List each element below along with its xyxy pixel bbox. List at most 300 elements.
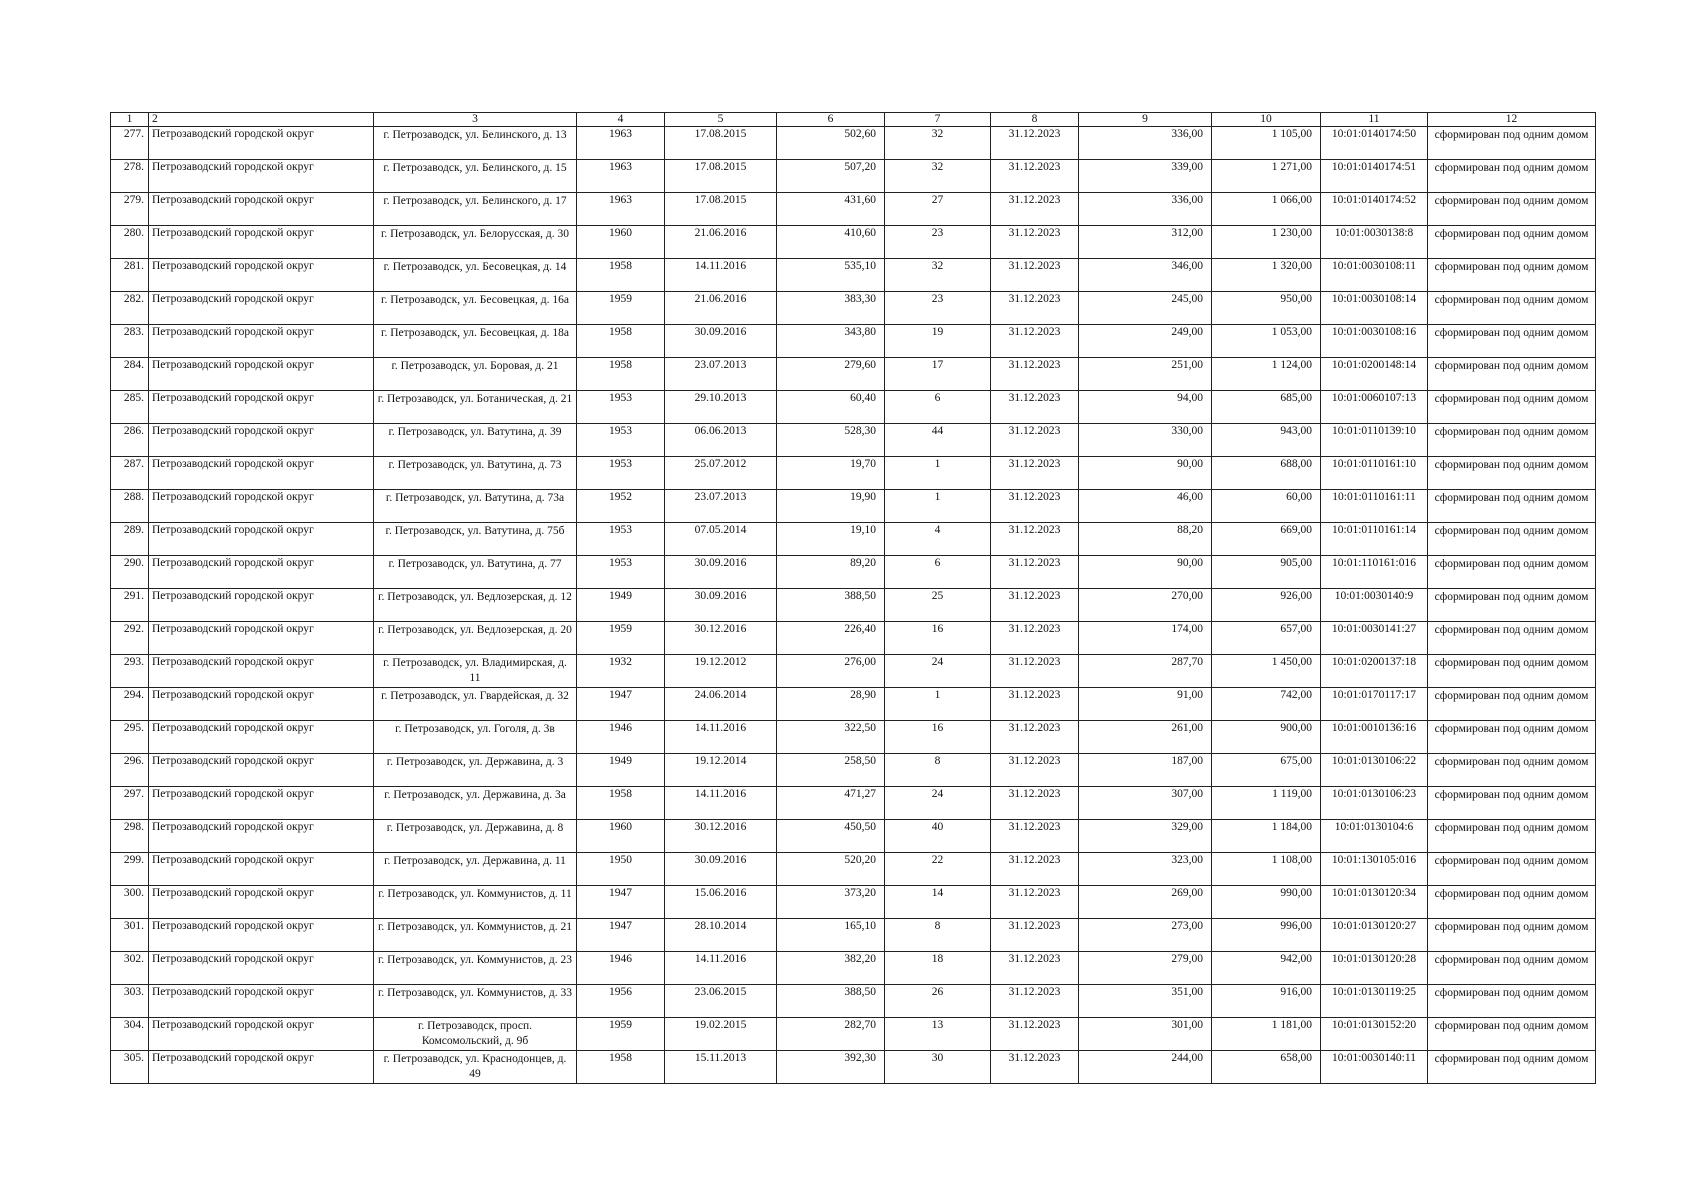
plot-status-cell: сформирован под одним домом bbox=[1428, 127, 1596, 160]
plot-area-cell: 287,70 bbox=[1079, 655, 1212, 688]
row-number-cell: 282. bbox=[111, 292, 149, 325]
residents-cell: 24 bbox=[885, 655, 991, 688]
deadline-cell: 31.12.2023 bbox=[991, 853, 1079, 886]
municipality-cell: Петрозаводский городской округ bbox=[149, 853, 374, 886]
table-row bbox=[111, 655, 1596, 688]
table-row bbox=[111, 490, 1596, 523]
header-cell-1: 1 bbox=[111, 113, 149, 127]
deadline-cell: 31.12.2023 bbox=[991, 457, 1079, 490]
year-built-cell: 1953 bbox=[577, 457, 665, 490]
row-number-cell: 297. bbox=[111, 787, 149, 820]
row-number-cell: 305. bbox=[111, 1051, 149, 1084]
date-cell: 15.11.2013 bbox=[665, 1051, 777, 1084]
area-cell: 19,90 bbox=[777, 490, 885, 523]
land-area-cell: 742,00 bbox=[1212, 688, 1321, 721]
municipality-cell: Петрозаводский городской округ bbox=[149, 985, 374, 1018]
date-cell: 28.10.2014 bbox=[665, 919, 777, 952]
area-cell: 471,27 bbox=[777, 787, 885, 820]
table-row bbox=[111, 820, 1596, 853]
table-body bbox=[111, 127, 1596, 1084]
plot-status-cell: сформирован под одним домом bbox=[1428, 556, 1596, 589]
date-cell: 30.09.2016 bbox=[665, 556, 777, 589]
area-cell: 276,00 bbox=[777, 655, 885, 688]
plot-area-cell: 336,00 bbox=[1079, 127, 1212, 160]
deadline-cell: 31.12.2023 bbox=[991, 193, 1079, 226]
municipality-cell: Петрозаводский городской округ bbox=[149, 688, 374, 721]
residents-cell: 19 bbox=[885, 325, 991, 358]
residents-cell: 1 bbox=[885, 490, 991, 523]
residents-cell: 18 bbox=[885, 952, 991, 985]
cadastral-number-cell: 10:01:0110161:14 bbox=[1321, 523, 1428, 556]
land-area-cell: 688,00 bbox=[1212, 457, 1321, 490]
plot-status-cell: сформирован под одним домом bbox=[1428, 952, 1596, 985]
plot-status-cell: сформирован под одним домом bbox=[1428, 325, 1596, 358]
date-cell: 25.07.2012 bbox=[665, 457, 777, 490]
residents-cell: 6 bbox=[885, 391, 991, 424]
residents-cell: 22 bbox=[885, 853, 991, 886]
deadline-cell: 31.12.2023 bbox=[991, 820, 1079, 853]
cadastral-number-cell: 10:01:0200148:14 bbox=[1321, 358, 1428, 391]
row-number-cell: 277. bbox=[111, 127, 149, 160]
header-row bbox=[111, 113, 1596, 127]
cadastral-number-cell: 10:01:0130106:23 bbox=[1321, 787, 1428, 820]
address-cell: г. Петрозаводск, ул. Ведлозерская, д. 20 bbox=[374, 622, 577, 655]
area-cell: 528,30 bbox=[777, 424, 885, 457]
residents-cell: 26 bbox=[885, 985, 991, 1018]
table-row bbox=[111, 688, 1596, 721]
date-cell: 17.08.2015 bbox=[665, 127, 777, 160]
table-row bbox=[111, 523, 1596, 556]
row-number-cell: 299. bbox=[111, 853, 149, 886]
date-cell: 06.06.2013 bbox=[665, 424, 777, 457]
date-cell: 30.09.2016 bbox=[665, 589, 777, 622]
area-cell: 322,50 bbox=[777, 721, 885, 754]
plot-status-cell: сформирован под одним домом bbox=[1428, 292, 1596, 325]
land-area-cell: 1 066,00 bbox=[1212, 193, 1321, 226]
residents-cell: 14 bbox=[885, 886, 991, 919]
plot-area-cell: 94,00 bbox=[1079, 391, 1212, 424]
plot-area-cell: 346,00 bbox=[1079, 259, 1212, 292]
area-cell: 392,30 bbox=[777, 1051, 885, 1084]
deadline-cell: 31.12.2023 bbox=[991, 886, 1079, 919]
plot-status-cell: сформирован под одним домом bbox=[1428, 490, 1596, 523]
date-cell: 14.11.2016 bbox=[665, 721, 777, 754]
row-number-cell: 283. bbox=[111, 325, 149, 358]
plot-area-cell: 351,00 bbox=[1079, 985, 1212, 1018]
plot-status-cell: сформирован под одним домом bbox=[1428, 358, 1596, 391]
year-built-cell: 1946 bbox=[577, 952, 665, 985]
plot-status-cell: сформирован под одним домом bbox=[1428, 622, 1596, 655]
address-cell: г. Петрозаводск, ул. Ватутина, д. 77 bbox=[374, 556, 577, 589]
cadastral-number-cell: 10:01:0010136:16 bbox=[1321, 721, 1428, 754]
cadastral-number-cell: 10:01:0110139:10 bbox=[1321, 424, 1428, 457]
land-area-cell: 990,00 bbox=[1212, 886, 1321, 919]
plot-area-cell: 187,00 bbox=[1079, 754, 1212, 787]
table-row bbox=[111, 721, 1596, 754]
date-cell: 24.06.2014 bbox=[665, 688, 777, 721]
municipality-cell: Петрозаводский городской округ bbox=[149, 886, 374, 919]
plot-status-cell: сформирован под одним домом bbox=[1428, 754, 1596, 787]
plot-area-cell: 329,00 bbox=[1079, 820, 1212, 853]
date-cell: 30.09.2016 bbox=[665, 325, 777, 358]
deadline-cell: 31.12.2023 bbox=[991, 424, 1079, 457]
deadline-cell: 31.12.2023 bbox=[991, 787, 1079, 820]
area-cell: 343,80 bbox=[777, 325, 885, 358]
residents-cell: 17 bbox=[885, 358, 991, 391]
table-row bbox=[111, 919, 1596, 952]
land-area-cell: 942,00 bbox=[1212, 952, 1321, 985]
cadastral-number-cell: 10:01:0030140:9 bbox=[1321, 589, 1428, 622]
residents-cell: 32 bbox=[885, 127, 991, 160]
cadastral-number-cell: 10:01:130105:016 bbox=[1321, 853, 1428, 886]
row-number-cell: 301. bbox=[111, 919, 149, 952]
municipality-cell: Петрозаводский городской округ bbox=[149, 127, 374, 160]
plot-area-cell: 261,00 bbox=[1079, 721, 1212, 754]
year-built-cell: 1960 bbox=[577, 226, 665, 259]
residents-cell: 6 bbox=[885, 556, 991, 589]
year-built-cell: 1963 bbox=[577, 193, 665, 226]
cadastral-number-cell: 10:01:0030140:11 bbox=[1321, 1051, 1428, 1084]
deadline-cell: 31.12.2023 bbox=[991, 622, 1079, 655]
municipality-cell: Петрозаводский городской округ bbox=[149, 391, 374, 424]
municipality-cell: Петрозаводский городской округ bbox=[149, 358, 374, 391]
plot-area-cell: 307,00 bbox=[1079, 787, 1212, 820]
date-cell: 21.06.2016 bbox=[665, 292, 777, 325]
header-cell-6: 6 bbox=[777, 113, 885, 127]
plot-status-cell: сформирован под одним домом bbox=[1428, 1018, 1596, 1051]
header-cell-4: 4 bbox=[577, 113, 665, 127]
row-number-cell: 303. bbox=[111, 985, 149, 1018]
address-cell: г. Петрозаводск, ул. Белинского, д. 15 bbox=[374, 160, 577, 193]
plot-area-cell: 323,00 bbox=[1079, 853, 1212, 886]
table-row bbox=[111, 259, 1596, 292]
deadline-cell: 31.12.2023 bbox=[991, 391, 1079, 424]
year-built-cell: 1960 bbox=[577, 820, 665, 853]
date-cell: 19.02.2015 bbox=[665, 1018, 777, 1051]
cadastral-number-cell: 10:01:0030138:8 bbox=[1321, 226, 1428, 259]
year-built-cell: 1952 bbox=[577, 490, 665, 523]
address-cell: г. Петрозаводск, ул. Державина, д. 11 bbox=[374, 853, 577, 886]
plot-status-cell: сформирован под одним домом bbox=[1428, 688, 1596, 721]
address-cell: г. Петрозаводск, ул. Боровая, д. 21 bbox=[374, 358, 577, 391]
land-area-cell: 675,00 bbox=[1212, 754, 1321, 787]
deadline-cell: 31.12.2023 bbox=[991, 226, 1079, 259]
date-cell: 23.07.2013 bbox=[665, 490, 777, 523]
table-row bbox=[111, 160, 1596, 193]
year-built-cell: 1953 bbox=[577, 523, 665, 556]
deadline-cell: 31.12.2023 bbox=[991, 292, 1079, 325]
residents-cell: 24 bbox=[885, 787, 991, 820]
address-cell: г. Петрозаводск, ул. Белорусская, д. 30 bbox=[374, 226, 577, 259]
date-cell: 14.11.2016 bbox=[665, 787, 777, 820]
plot-area-cell: 91,00 bbox=[1079, 688, 1212, 721]
row-number-cell: 302. bbox=[111, 952, 149, 985]
land-area-cell: 916,00 bbox=[1212, 985, 1321, 1018]
area-cell: 279,60 bbox=[777, 358, 885, 391]
plot-status-cell: сформирован под одним домом bbox=[1428, 919, 1596, 952]
year-built-cell: 1958 bbox=[577, 325, 665, 358]
address-cell: г. Петрозаводск, ул. Белинского, д. 17 bbox=[374, 193, 577, 226]
cadastral-number-cell: 10:01:0030108:16 bbox=[1321, 325, 1428, 358]
year-built-cell: 1947 bbox=[577, 919, 665, 952]
plot-area-cell: 251,00 bbox=[1079, 358, 1212, 391]
municipality-cell: Петрозаводский городской округ bbox=[149, 325, 374, 358]
area-cell: 373,20 bbox=[777, 886, 885, 919]
date-cell: 17.08.2015 bbox=[665, 160, 777, 193]
plot-status-cell: сформирован под одним домом bbox=[1428, 721, 1596, 754]
address-cell: г. Петрозаводск, ул. Владимирская, д. 11 bbox=[374, 655, 577, 688]
date-cell: 30.12.2016 bbox=[665, 820, 777, 853]
cadastral-number-cell: 10:01:0110161:10 bbox=[1321, 457, 1428, 490]
address-cell: г. Петрозаводск, ул. Коммунистов, д. 23 bbox=[374, 952, 577, 985]
deadline-cell: 31.12.2023 bbox=[991, 325, 1079, 358]
table-row bbox=[111, 853, 1596, 886]
plot-status-cell: сформирован под одним домом bbox=[1428, 1051, 1596, 1084]
table-row bbox=[111, 985, 1596, 1018]
year-built-cell: 1963 bbox=[577, 160, 665, 193]
date-cell: 23.07.2013 bbox=[665, 358, 777, 391]
table-row bbox=[111, 193, 1596, 226]
address-cell: г. Петрозаводск, ул. Бесовецкая, д. 16а bbox=[374, 292, 577, 325]
year-built-cell: 1953 bbox=[577, 424, 665, 457]
plot-status-cell: сформирован под одним домом bbox=[1428, 523, 1596, 556]
table-row bbox=[111, 754, 1596, 787]
area-cell: 19,70 bbox=[777, 457, 885, 490]
year-built-cell: 1953 bbox=[577, 391, 665, 424]
address-cell: г. Петрозаводск, ул. Коммунистов, д. 11 bbox=[374, 886, 577, 919]
year-built-cell: 1958 bbox=[577, 358, 665, 391]
row-number-cell: 285. bbox=[111, 391, 149, 424]
residents-cell: 44 bbox=[885, 424, 991, 457]
year-built-cell: 1958 bbox=[577, 1051, 665, 1084]
area-cell: 520,20 bbox=[777, 853, 885, 886]
year-built-cell: 1958 bbox=[577, 787, 665, 820]
municipality-cell: Петрозаводский городской округ bbox=[149, 457, 374, 490]
deadline-cell: 31.12.2023 bbox=[991, 127, 1079, 160]
plot-status-cell: сформирован под одним домом bbox=[1428, 193, 1596, 226]
plot-area-cell: 339,00 bbox=[1079, 160, 1212, 193]
municipality-cell: Петрозаводский городской округ bbox=[149, 721, 374, 754]
cadastral-number-cell: 10:01:0130119:25 bbox=[1321, 985, 1428, 1018]
deadline-cell: 31.12.2023 bbox=[991, 490, 1079, 523]
land-area-cell: 1 105,00 bbox=[1212, 127, 1321, 160]
table-row bbox=[111, 226, 1596, 259]
area-cell: 60,40 bbox=[777, 391, 885, 424]
address-cell: г. Петрозаводск, ул. Державина, д. 8 bbox=[374, 820, 577, 853]
deadline-cell: 31.12.2023 bbox=[991, 589, 1079, 622]
plot-area-cell: 312,00 bbox=[1079, 226, 1212, 259]
header-cell-2: 2 bbox=[149, 113, 374, 127]
municipality-cell: Петрозаводский городской округ bbox=[149, 820, 374, 853]
address-cell: г. Петрозаводск, ул. Коммунистов, д. 21 bbox=[374, 919, 577, 952]
date-cell: 30.12.2016 bbox=[665, 622, 777, 655]
year-built-cell: 1947 bbox=[577, 688, 665, 721]
cadastral-number-cell: 10:01:0200137:18 bbox=[1321, 655, 1428, 688]
address-cell: г. Петрозаводск, ул. Державина, д. 3 bbox=[374, 754, 577, 787]
land-area-cell: 658,00 bbox=[1212, 1051, 1321, 1084]
table-row bbox=[111, 127, 1596, 160]
residents-cell: 27 bbox=[885, 193, 991, 226]
municipality-cell: Петрозаводский городской округ bbox=[149, 490, 374, 523]
residents-cell: 23 bbox=[885, 226, 991, 259]
plot-status-cell: сформирован под одним домом bbox=[1428, 787, 1596, 820]
row-number-cell: 279. bbox=[111, 193, 149, 226]
date-cell: 14.11.2016 bbox=[665, 952, 777, 985]
row-number-cell: 294. bbox=[111, 688, 149, 721]
land-area-cell: 1 450,00 bbox=[1212, 655, 1321, 688]
area-cell: 28,90 bbox=[777, 688, 885, 721]
municipality-cell: Петрозаводский городской округ bbox=[149, 160, 374, 193]
address-cell: г. Петрозаводск, ул. Державина, д. 3а bbox=[374, 787, 577, 820]
row-number-cell: 295. bbox=[111, 721, 149, 754]
address-cell: г. Петрозаводск, ул. Краснодонцев, д. 49 bbox=[374, 1051, 577, 1084]
header-cell-12: 12 bbox=[1428, 113, 1596, 127]
municipality-cell: Петрозаводский городской округ bbox=[149, 193, 374, 226]
row-number-cell: 298. bbox=[111, 820, 149, 853]
document-sheet bbox=[110, 112, 1595, 1084]
deadline-cell: 31.12.2023 bbox=[991, 1051, 1079, 1084]
land-area-cell: 685,00 bbox=[1212, 391, 1321, 424]
year-built-cell: 1950 bbox=[577, 853, 665, 886]
header-cell-11: 11 bbox=[1321, 113, 1428, 127]
municipality-cell: Петрозаводский городской округ bbox=[149, 1018, 374, 1051]
cadastral-number-cell: 10:01:0140174:51 bbox=[1321, 160, 1428, 193]
deadline-cell: 31.12.2023 bbox=[991, 358, 1079, 391]
table-row bbox=[111, 556, 1596, 589]
plot-status-cell: сформирован под одним домом bbox=[1428, 391, 1596, 424]
table-row bbox=[111, 787, 1596, 820]
cadastral-number-cell: 10:01:0130120:28 bbox=[1321, 952, 1428, 985]
deadline-cell: 31.12.2023 bbox=[991, 259, 1079, 292]
area-cell: 89,20 bbox=[777, 556, 885, 589]
plot-status-cell: сформирован под одним домом bbox=[1428, 853, 1596, 886]
table-row bbox=[111, 325, 1596, 358]
plot-status-cell: сформирован под одним домом bbox=[1428, 655, 1596, 688]
date-cell: 07.05.2014 bbox=[665, 523, 777, 556]
address-cell: г. Петрозаводск, ул. Ведлозерская, д. 12 bbox=[374, 589, 577, 622]
address-cell: г. Петрозаводск, ул. Бесовецкая, д. 14 bbox=[374, 259, 577, 292]
cadastral-number-cell: 10:01:0140174:52 bbox=[1321, 193, 1428, 226]
land-area-cell: 1 124,00 bbox=[1212, 358, 1321, 391]
row-number-cell: 304. bbox=[111, 1018, 149, 1051]
address-cell: г. Петрозаводск, ул. Ватутина, д. 39 bbox=[374, 424, 577, 457]
plot-area-cell: 249,00 bbox=[1079, 325, 1212, 358]
municipality-cell: Петрозаводский городской округ bbox=[149, 622, 374, 655]
year-built-cell: 1958 bbox=[577, 259, 665, 292]
area-cell: 388,50 bbox=[777, 985, 885, 1018]
row-number-cell: 300. bbox=[111, 886, 149, 919]
row-number-cell: 293. bbox=[111, 655, 149, 688]
year-built-cell: 1932 bbox=[577, 655, 665, 688]
table-row bbox=[111, 292, 1596, 325]
residents-cell: 16 bbox=[885, 622, 991, 655]
address-cell: г. Петрозаводск, ул. Бесовецкая, д. 18а bbox=[374, 325, 577, 358]
land-area-cell: 1 271,00 bbox=[1212, 160, 1321, 193]
address-cell: г. Петрозаводск, ул. Гвардейская, д. 32 bbox=[374, 688, 577, 721]
land-area-cell: 1 108,00 bbox=[1212, 853, 1321, 886]
table-row bbox=[111, 589, 1596, 622]
area-cell: 535,10 bbox=[777, 259, 885, 292]
plot-area-cell: 90,00 bbox=[1079, 556, 1212, 589]
row-number-cell: 291. bbox=[111, 589, 149, 622]
header-cell-8: 8 bbox=[991, 113, 1079, 127]
land-area-cell: 996,00 bbox=[1212, 919, 1321, 952]
residents-cell: 8 bbox=[885, 754, 991, 787]
table-row bbox=[111, 622, 1596, 655]
plot-area-cell: 244,00 bbox=[1079, 1051, 1212, 1084]
area-cell: 410,60 bbox=[777, 226, 885, 259]
address-cell: г. Петрозаводск, ул. Гоголя, д. 3в bbox=[374, 721, 577, 754]
row-number-cell: 292. bbox=[111, 622, 149, 655]
address-cell: г. Петрозаводск, ул. Ватутина, д. 73 bbox=[374, 457, 577, 490]
year-built-cell: 1959 bbox=[577, 622, 665, 655]
land-area-cell: 60,00 bbox=[1212, 490, 1321, 523]
deadline-cell: 31.12.2023 bbox=[991, 523, 1079, 556]
residents-cell: 40 bbox=[885, 820, 991, 853]
plot-area-cell: 301,00 bbox=[1079, 1018, 1212, 1051]
area-cell: 507,20 bbox=[777, 160, 885, 193]
plot-status-cell: сформирован под одним домом bbox=[1428, 226, 1596, 259]
residents-cell: 32 bbox=[885, 259, 991, 292]
deadline-cell: 31.12.2023 bbox=[991, 160, 1079, 193]
row-number-cell: 296. bbox=[111, 754, 149, 787]
land-area-cell: 900,00 bbox=[1212, 721, 1321, 754]
municipality-cell: Петрозаводский городской округ bbox=[149, 787, 374, 820]
residents-cell: 13 bbox=[885, 1018, 991, 1051]
date-cell: 17.08.2015 bbox=[665, 193, 777, 226]
table-row bbox=[111, 457, 1596, 490]
row-number-cell: 288. bbox=[111, 490, 149, 523]
area-cell: 258,50 bbox=[777, 754, 885, 787]
plot-status-cell: сформирован под одним домом bbox=[1428, 589, 1596, 622]
municipality-cell: Петрозаводский городской округ bbox=[149, 754, 374, 787]
table-row bbox=[111, 358, 1596, 391]
residents-cell: 1 bbox=[885, 457, 991, 490]
land-area-cell: 1 320,00 bbox=[1212, 259, 1321, 292]
land-area-cell: 926,00 bbox=[1212, 589, 1321, 622]
housing-table bbox=[110, 112, 1596, 1084]
deadline-cell: 31.12.2023 bbox=[991, 754, 1079, 787]
date-cell: 30.09.2016 bbox=[665, 853, 777, 886]
area-cell: 388,50 bbox=[777, 589, 885, 622]
year-built-cell: 1959 bbox=[577, 292, 665, 325]
year-built-cell: 1946 bbox=[577, 721, 665, 754]
deadline-cell: 31.12.2023 bbox=[991, 688, 1079, 721]
municipality-cell: Петрозаводский городской округ bbox=[149, 424, 374, 457]
area-cell: 226,40 bbox=[777, 622, 885, 655]
row-number-cell: 290. bbox=[111, 556, 149, 589]
municipality-cell: Петрозаводский городской округ bbox=[149, 226, 374, 259]
plot-status-cell: сформирован под одним домом bbox=[1428, 259, 1596, 292]
address-cell: г. Петрозаводск, ул. Ватутина, д. 75б bbox=[374, 523, 577, 556]
area-cell: 165,10 bbox=[777, 919, 885, 952]
row-number-cell: 286. bbox=[111, 424, 149, 457]
plot-area-cell: 90,00 bbox=[1079, 457, 1212, 490]
plot-status-cell: сформирован под одним домом bbox=[1428, 820, 1596, 853]
deadline-cell: 31.12.2023 bbox=[991, 985, 1079, 1018]
plot-status-cell: сформирован под одним домом bbox=[1428, 160, 1596, 193]
deadline-cell: 31.12.2023 bbox=[991, 556, 1079, 589]
year-built-cell: 1953 bbox=[577, 556, 665, 589]
area-cell: 450,50 bbox=[777, 820, 885, 853]
municipality-cell: Петрозаводский городской округ bbox=[149, 259, 374, 292]
date-cell: 19.12.2014 bbox=[665, 754, 777, 787]
residents-cell: 8 bbox=[885, 919, 991, 952]
header-cell-10: 10 bbox=[1212, 113, 1321, 127]
cadastral-number-cell: 10:01:0030108:14 bbox=[1321, 292, 1428, 325]
deadline-cell: 31.12.2023 bbox=[991, 1018, 1079, 1051]
row-number-cell: 280. bbox=[111, 226, 149, 259]
